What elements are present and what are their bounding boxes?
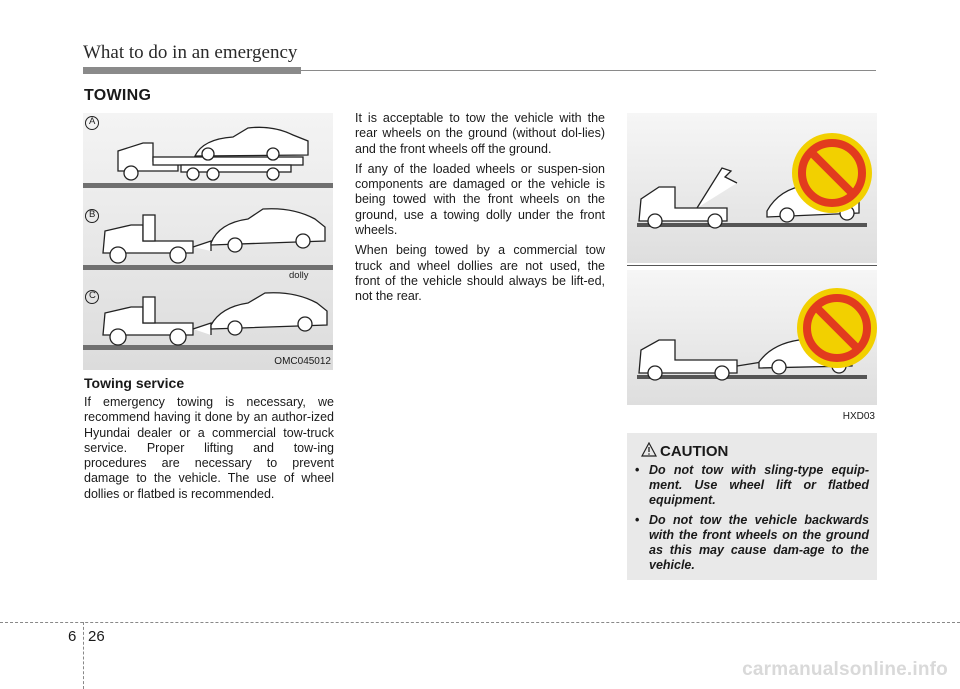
prohibited-sign-top (792, 133, 872, 213)
paragraph-commercial-tow: When being towed by a commercial tow truck and wheel dollies are not used, the front of the vehicle should always be lift-ed, not the rear. (355, 243, 605, 304)
figure-code: OMC045012 (274, 356, 331, 367)
figure-divider (627, 265, 877, 266)
prohibited-backward-figure (627, 270, 877, 422)
caution-title: CAUTION (660, 443, 729, 460)
towing-service-body: If emergency towing is necessary, we recommend having it done by an author-ized Hyundai dealer or a commercial tow-truck service. Proper lifting and tow-ing procedures are necessary to prevent damage to the vehicle. The use of wheel dollies or flatbed is recommended. (84, 395, 334, 501)
paragraph-dolly: If any of the loaded wheels or suspen-sion components are damaged or the vehicle is being towed with the front wheels on the ground, use a towing dolly under the front wheels. (355, 161, 605, 238)
chapter-number: 6 (68, 628, 77, 645)
paragraph-rear-wheels: It is acceptable to tow the vehicle with the rear wheels on the ground (without dol-lies) and the front wheels off the ground. (355, 111, 605, 156)
page-number: 26 (88, 628, 105, 645)
prohibited-sign-bottom (797, 288, 877, 368)
column-2 (355, 111, 605, 310)
footer-vertical-rule (83, 622, 84, 689)
prohibited-sling-figure (627, 113, 877, 263)
towing-service-title: Towing service (84, 375, 185, 391)
towing-methods-figure (83, 113, 333, 370)
flatbed-truck-illustration (118, 127, 308, 180)
caution-list (635, 463, 869, 578)
figure-label-a: A (89, 116, 96, 127)
caution-item: • Do not tow with sling-type equip-ment. Use wheel lift or flatbed equipment. (635, 463, 869, 508)
tow-truck-lift-illustration (103, 293, 327, 345)
header-title: What to do in an emergency (83, 42, 298, 63)
figure-label-c: C (89, 290, 96, 301)
footer-rule (0, 622, 960, 623)
figure-code-bottom: HXD03 (842, 411, 875, 422)
wheel-lift-truck-illustration (103, 209, 325, 263)
caution-box (627, 433, 877, 580)
watermark: carmanualsonline.info (742, 659, 948, 680)
dolly-label: dolly (289, 270, 309, 281)
caution-heading (660, 443, 728, 460)
caution-item: • Do not tow the vehicle backwards with the front wheels on the ground as this may cause dam-age to the vehicle. (635, 513, 869, 573)
figure-label-b: B (89, 209, 96, 220)
section-title: TOWING (84, 87, 152, 104)
warning-triangle-icon (641, 442, 657, 457)
